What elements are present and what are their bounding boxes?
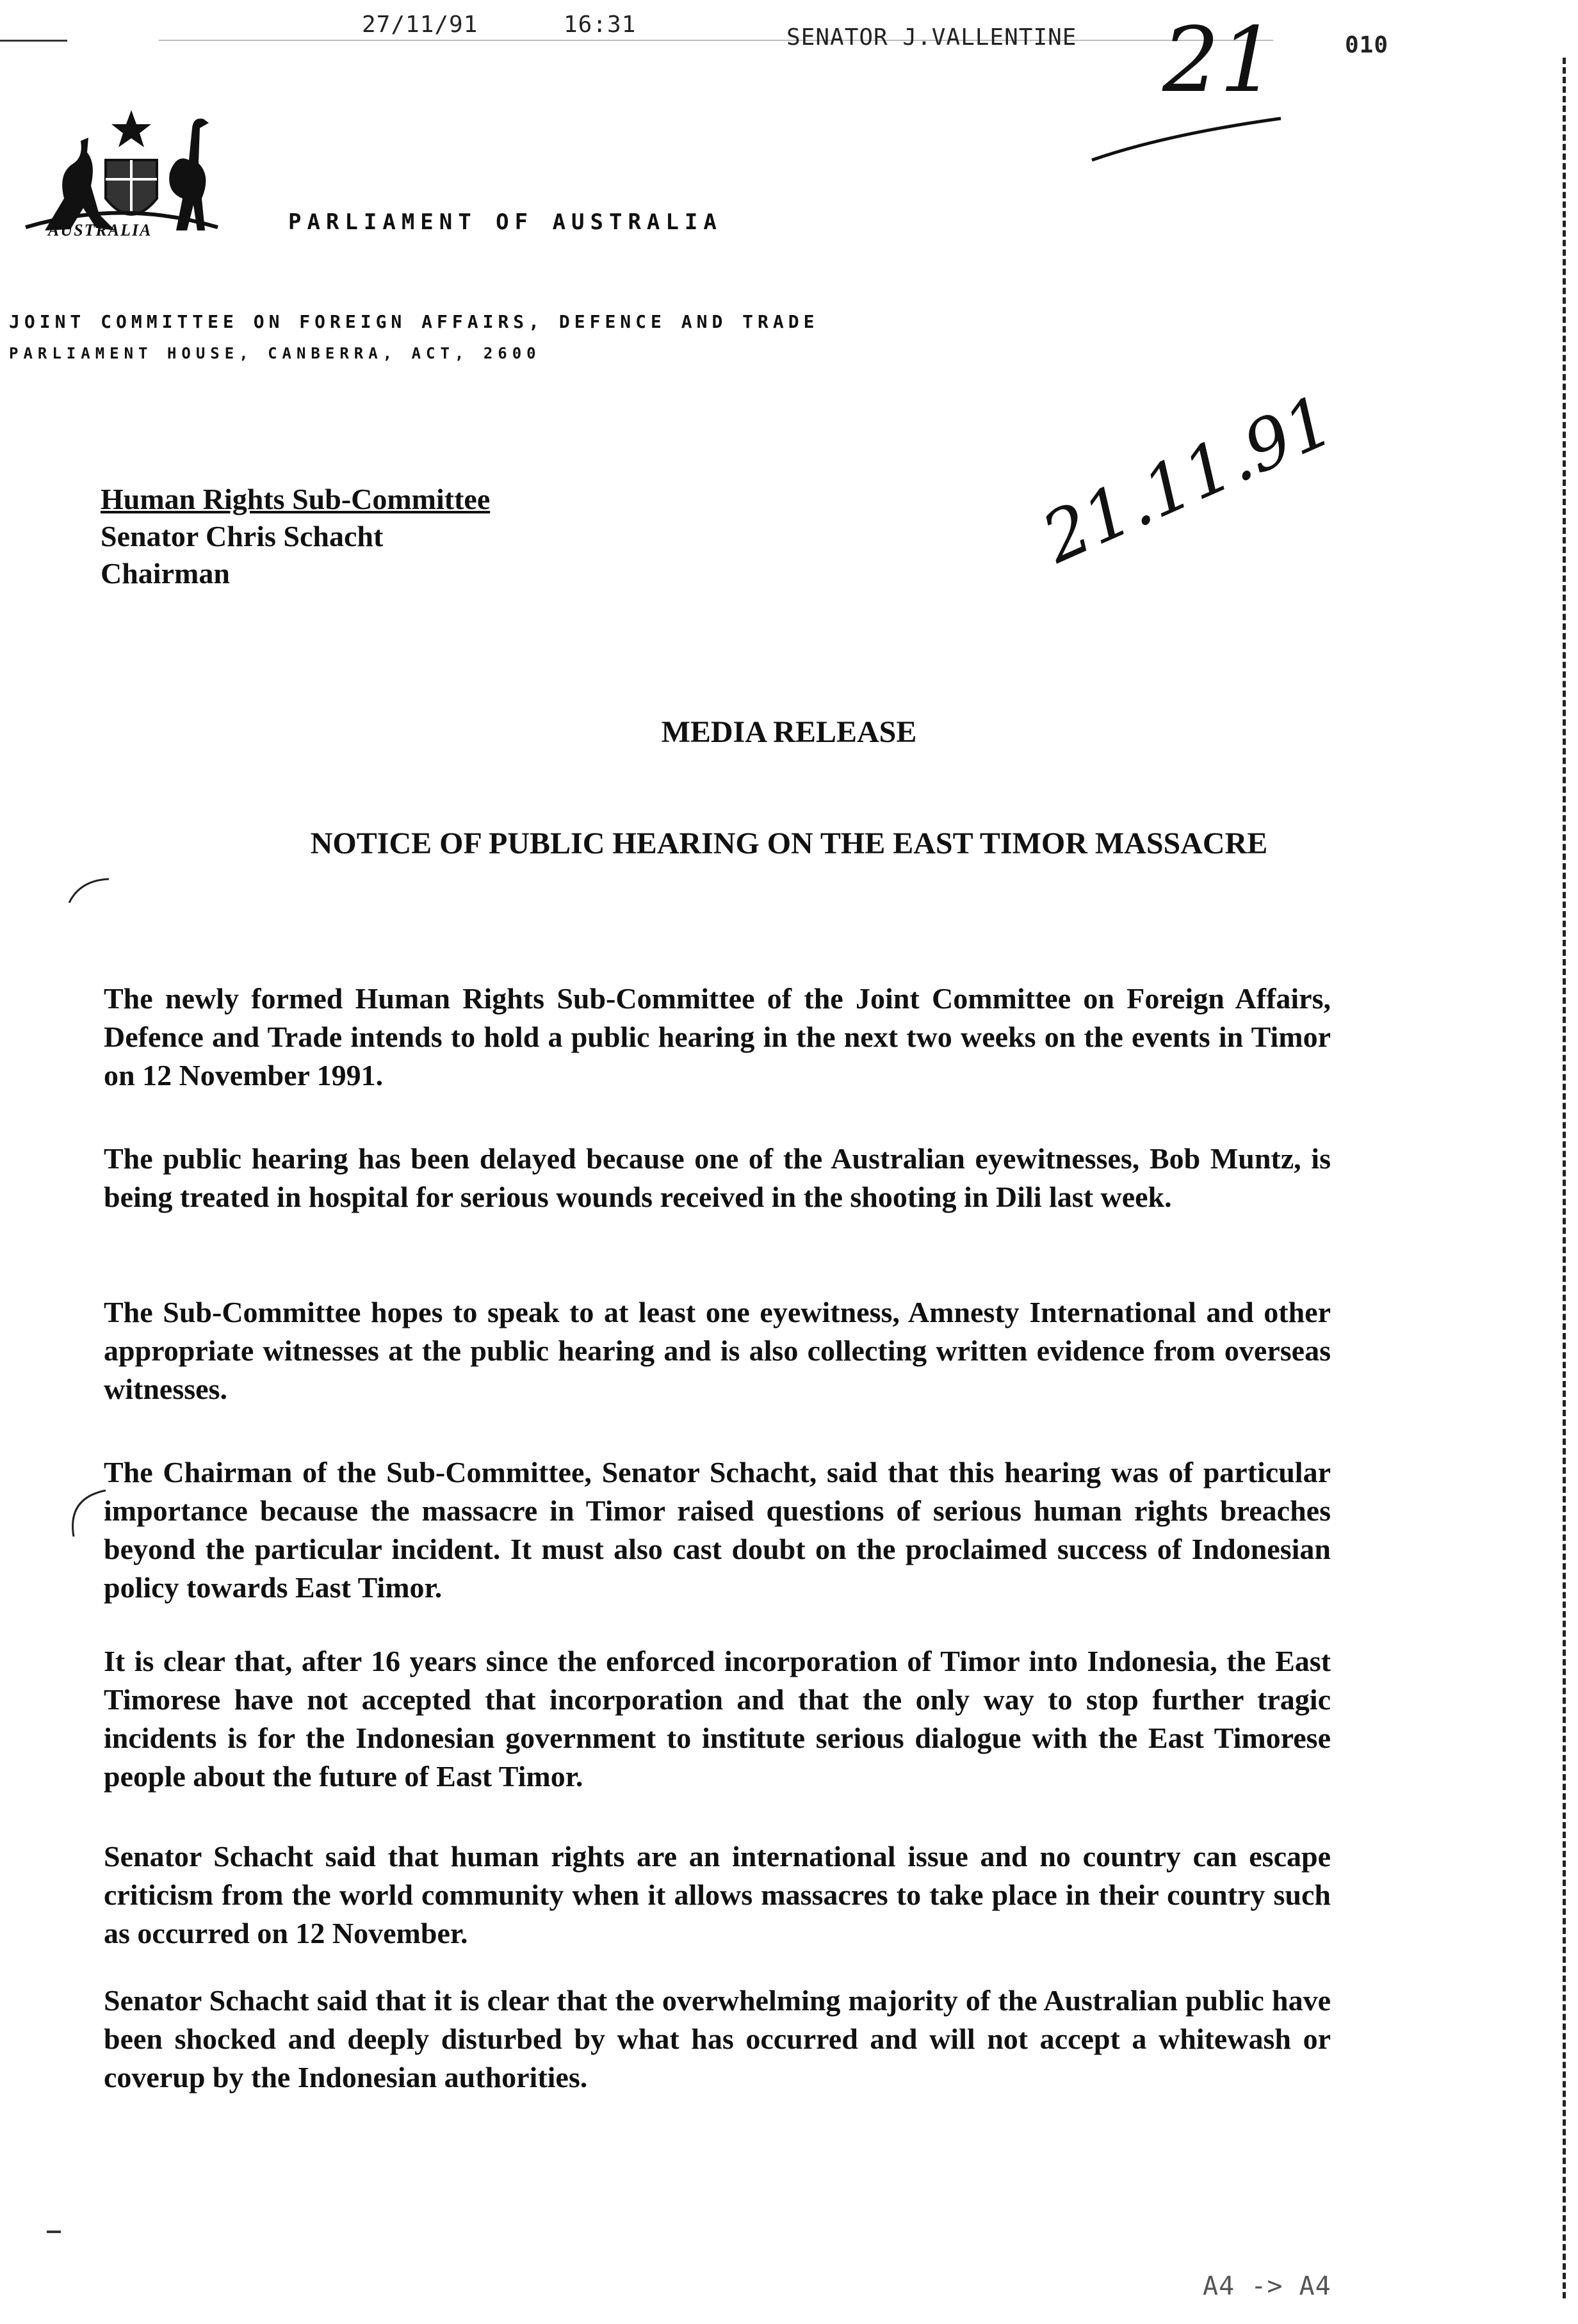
fax-sender: SENATOR J.VALLENTINE — [786, 24, 1077, 51]
crest-label: AUSTRALIA — [48, 221, 152, 239]
header-rule-left — [0, 40, 67, 42]
coat-of-arms — [19, 102, 224, 262]
body-paragraph-1: The newly formed Human Rights Sub-Committee of the Joint Committee on Foreign Affairs, Defence and Trade intends to hold a public hearing in the next two weeks on the events in Timor on 12 November 1991. — [104, 982, 1331, 1092]
body-paragraph-6: Senator Schacht said that human rights are an international issue and no country can escape criticism from the world community when it allows massacres to take place in their country such as occurred on 12 November. — [104, 1840, 1331, 1949]
margin-dash — [47, 2231, 61, 2233]
fax-date: 27/11/91 — [362, 12, 478, 38]
punch-hole-mark — [64, 874, 115, 912]
committee-line: JOINT COMMITTEE ON FOREIGN AFFAIRS, DEFENCE AND TRADE — [9, 311, 819, 332]
body-paragraph-4: The Chairman of the Sub-Committee, Senator Schacht, said that this hearing was of particular importance because the massacre in Timor raised questions of serious human rights breaches beyond the particular incident. It must also cast doubt on the proclaimed success of Indonesian policy towards East Timor. — [104, 1456, 1331, 1604]
handwritten-underline — [1089, 109, 1287, 166]
page-title: MEDIA RELEASE — [661, 715, 917, 749]
scan-right-edge — [1563, 58, 1570, 2298]
fax-time: 16:31 — [564, 12, 637, 38]
body-paragraph-5: It is clear that, after 16 years since the enforced incorporation of Timor into Indonesia, the East Timorese have not accepted that incorporation and that the only way to stop further tragic incidents is for the Indonesian government to institute serious dialogue with the East Timorese people about the future of East Timor. — [104, 1645, 1331, 1793]
body-paragraph-7: Senator Schacht said that it is clear that the overwhelming majority of the Australian public have been shocked and deeply disturbed by what has occurred and will not accept a whitewash or coverup by the Indonesian authorities. — [104, 1984, 1331, 2094]
handwritten-date: 21.11.91 — [1031, 380, 1346, 579]
handwritten-page-number: 21 — [1162, 8, 1277, 113]
parliament-title: PARLIAMENT OF AUSTRALIA — [288, 209, 722, 235]
address-line: PARLIAMENT HOUSE, CANBERRA, ACT, 2600 — [9, 344, 541, 362]
footer-mark: A4 -> A4 — [1203, 2272, 1331, 2301]
fax-page-code: 010 — [1345, 32, 1389, 58]
header-rule-mid — [159, 40, 1273, 41]
coat-of-arms-icon — [19, 102, 224, 237]
sender-committee: Human Rights Sub-Committee — [101, 483, 491, 515]
body-paragraph-3: The Sub-Committee hopes to speak to at least one eyewitness, Amnesty International and other appropriate witnesses at the public hearing and is also collecting written evidence from overseas witnesses. — [104, 1296, 1331, 1405]
sender-name: Senator Chris Schacht — [101, 520, 384, 553]
sender-role: Chairman — [101, 557, 230, 590]
page-subtitle: NOTICE OF PUBLIC HEARING ON THE EAST TIMOR MASSACRE — [310, 827, 1268, 860]
punch-hole-mark-2 — [61, 1485, 112, 1543]
body-paragraph-2: The public hearing has been delayed because one of the Australian eyewitnesses, Bob Muntz, is being treated in hospital for serious wounds received in the shooting in Dili last week. — [104, 1142, 1331, 1213]
